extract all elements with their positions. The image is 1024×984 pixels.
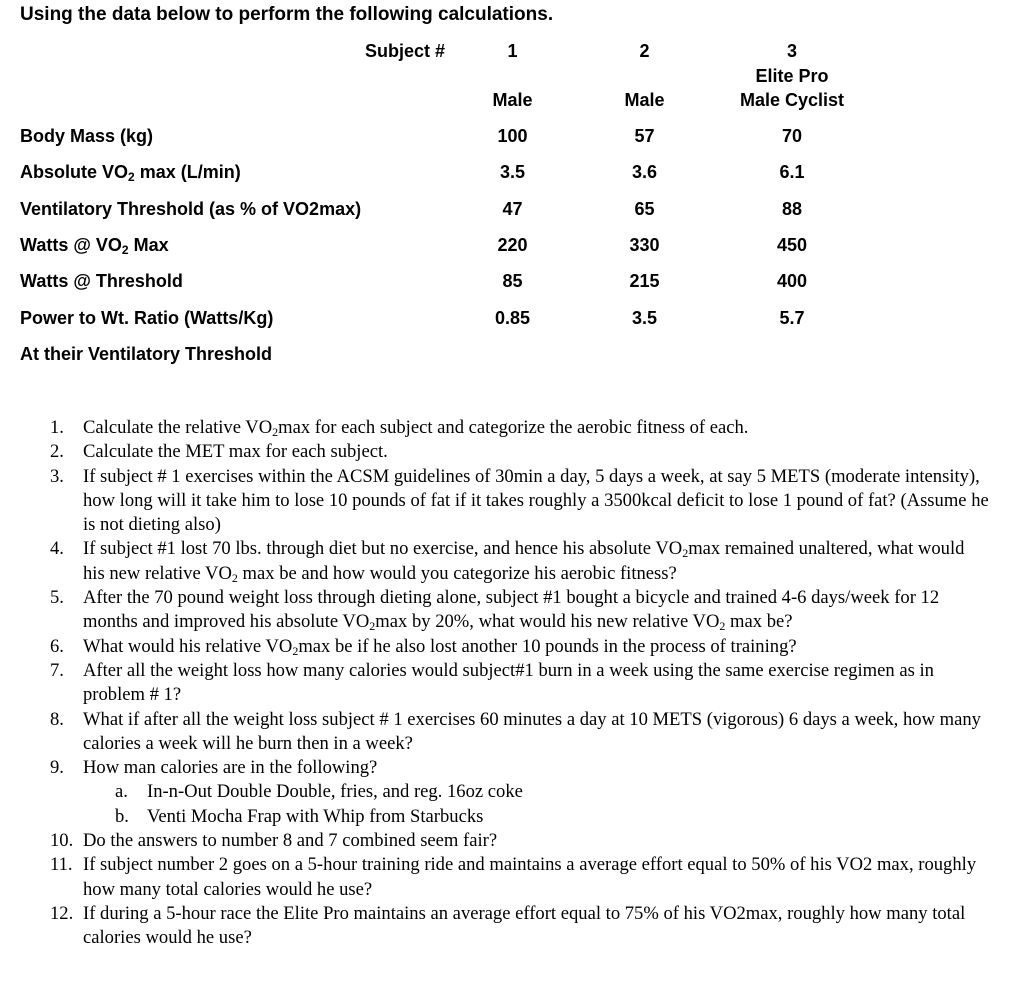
list-item: 3. If subject # 1 exercises within the ACSM guidelines of 30min a day, 5 days a week, at say 5 METS (moderate intensity), how long will it take him to lose 10 pounds of fat if it takes roughly a 3500kcal deficit to lose 1 pound of fat? (Assume he is not dieting also) [50,465,989,536]
subject-3-sex: Male Cyclist [739,90,845,110]
table-cell: 47 [502,199,523,219]
table-cell: 85 [502,271,523,291]
table-cell: 215 [629,271,660,291]
table-cell: 3.6 [631,162,658,182]
list-item: 8. What if after all the weight loss subject # 1 exercises 60 minutes a day at 10 METS (vigorous) 6 days a week, how many calories a week will he burn then in a week? [50,708,981,754]
subject-1-sex: Male [492,90,533,110]
table-cell: 3.5 [499,162,526,182]
list-item: 7. After all the weight loss how many calories would subject#1 burn in a week using the same exercise regimen as in problem # 1? [50,659,934,706]
row-label-ventilatory-threshold: Ventilatory Threshold (as % of VO2max) [20,199,362,219]
table-cell: 70 [781,126,803,146]
row-label-power-to-weight: Power to Wt. Ratio (Watts/Kg) [20,308,274,328]
table-cell: 100 [497,126,528,146]
subject-2-number: 2 [639,41,650,61]
table-cell: 57 [634,126,655,146]
subject-3-descriptor: Elite Pro [755,66,829,86]
page-title: Using the data below to perform the following calculations. [20,4,554,25]
subject-3-number: 3 [786,41,797,61]
list-item: 10. Do the answers to number 8 and 7 combined seem fair? [50,830,498,852]
subject-2-sex: Male [624,90,665,110]
table-cell: 330 [629,235,660,255]
subject-number-label: Subject # [364,41,445,61]
list-item: 1. Calculate the relative $VO_2\max$ for each subject and categorize the aerobic fitness of each. [50,417,749,439]
list-item: 11. If subject number 2 goes on a 5-hour training ride and maintains a average effort equal to 50% of his VO2 max, roughly how many total calories would he use? [50,854,977,900]
table-cell: 450 [776,235,808,255]
table-cell: 88 [781,199,803,219]
row-label-watts-vo2max: Watts @ $VO_2$ Max [20,235,169,257]
row-label-watts-threshold: Watts @ Threshold [20,271,183,291]
table-cell: 400 [776,271,808,291]
row-label-footer: At their Ventilatory Threshold [20,344,273,364]
list-item: a. In-n-Out Double Double, fries, and reg. 16oz coke [115,781,523,803]
list-item: 12. If during a 5-hour race the Elite Pro maintains an average effort equal to 75% of his VO2max, roughly how many total calories would he use? [50,902,966,949]
subject-1-number: 1 [507,41,518,61]
table-cell: 3.5 [631,308,658,328]
list-item: b. Venti Mocha Frap with Whip from Starbucks [115,805,484,827]
list-item: 2. Calculate the MET max for each subject. [50,441,388,463]
question-list [50,416,990,951]
table-cell: 65 [634,199,655,219]
list-item: 9. How man calories are in the following? [50,757,378,779]
table-cell: 220 [497,235,528,255]
list-item: 5. After the 70 pound weight loss through dieting alone, subject #1 bought a bicycle and trained 4-6 days/week for 12 months and improved his absolute $VO_2\max$ by 20%, what would his new relative $VO_2$ max be? [50,587,940,634]
row-label-body-mass: Body Mass (kg) [20,126,154,146]
list-item: 6. What would his relative $VO_2\max$ be if he also lost another 10 pounds in the process of training? [50,635,797,658]
table-cell: 0.85 [494,308,531,328]
row-label-absolute-vo2max: Absolute $VO_2$ max (L/min) [20,162,241,184]
list-item: 4. If subject #1 lost 70 lbs. through diet but no exercise, and hence his absolute $VO_2\max$ remained unaltered, what would his new relative $VO_2$ max be and how would you categorize his aerobic fitness? [50,538,965,585]
table-cell: 6.1 [779,162,805,182]
table-cell: 5.7 [779,308,805,328]
